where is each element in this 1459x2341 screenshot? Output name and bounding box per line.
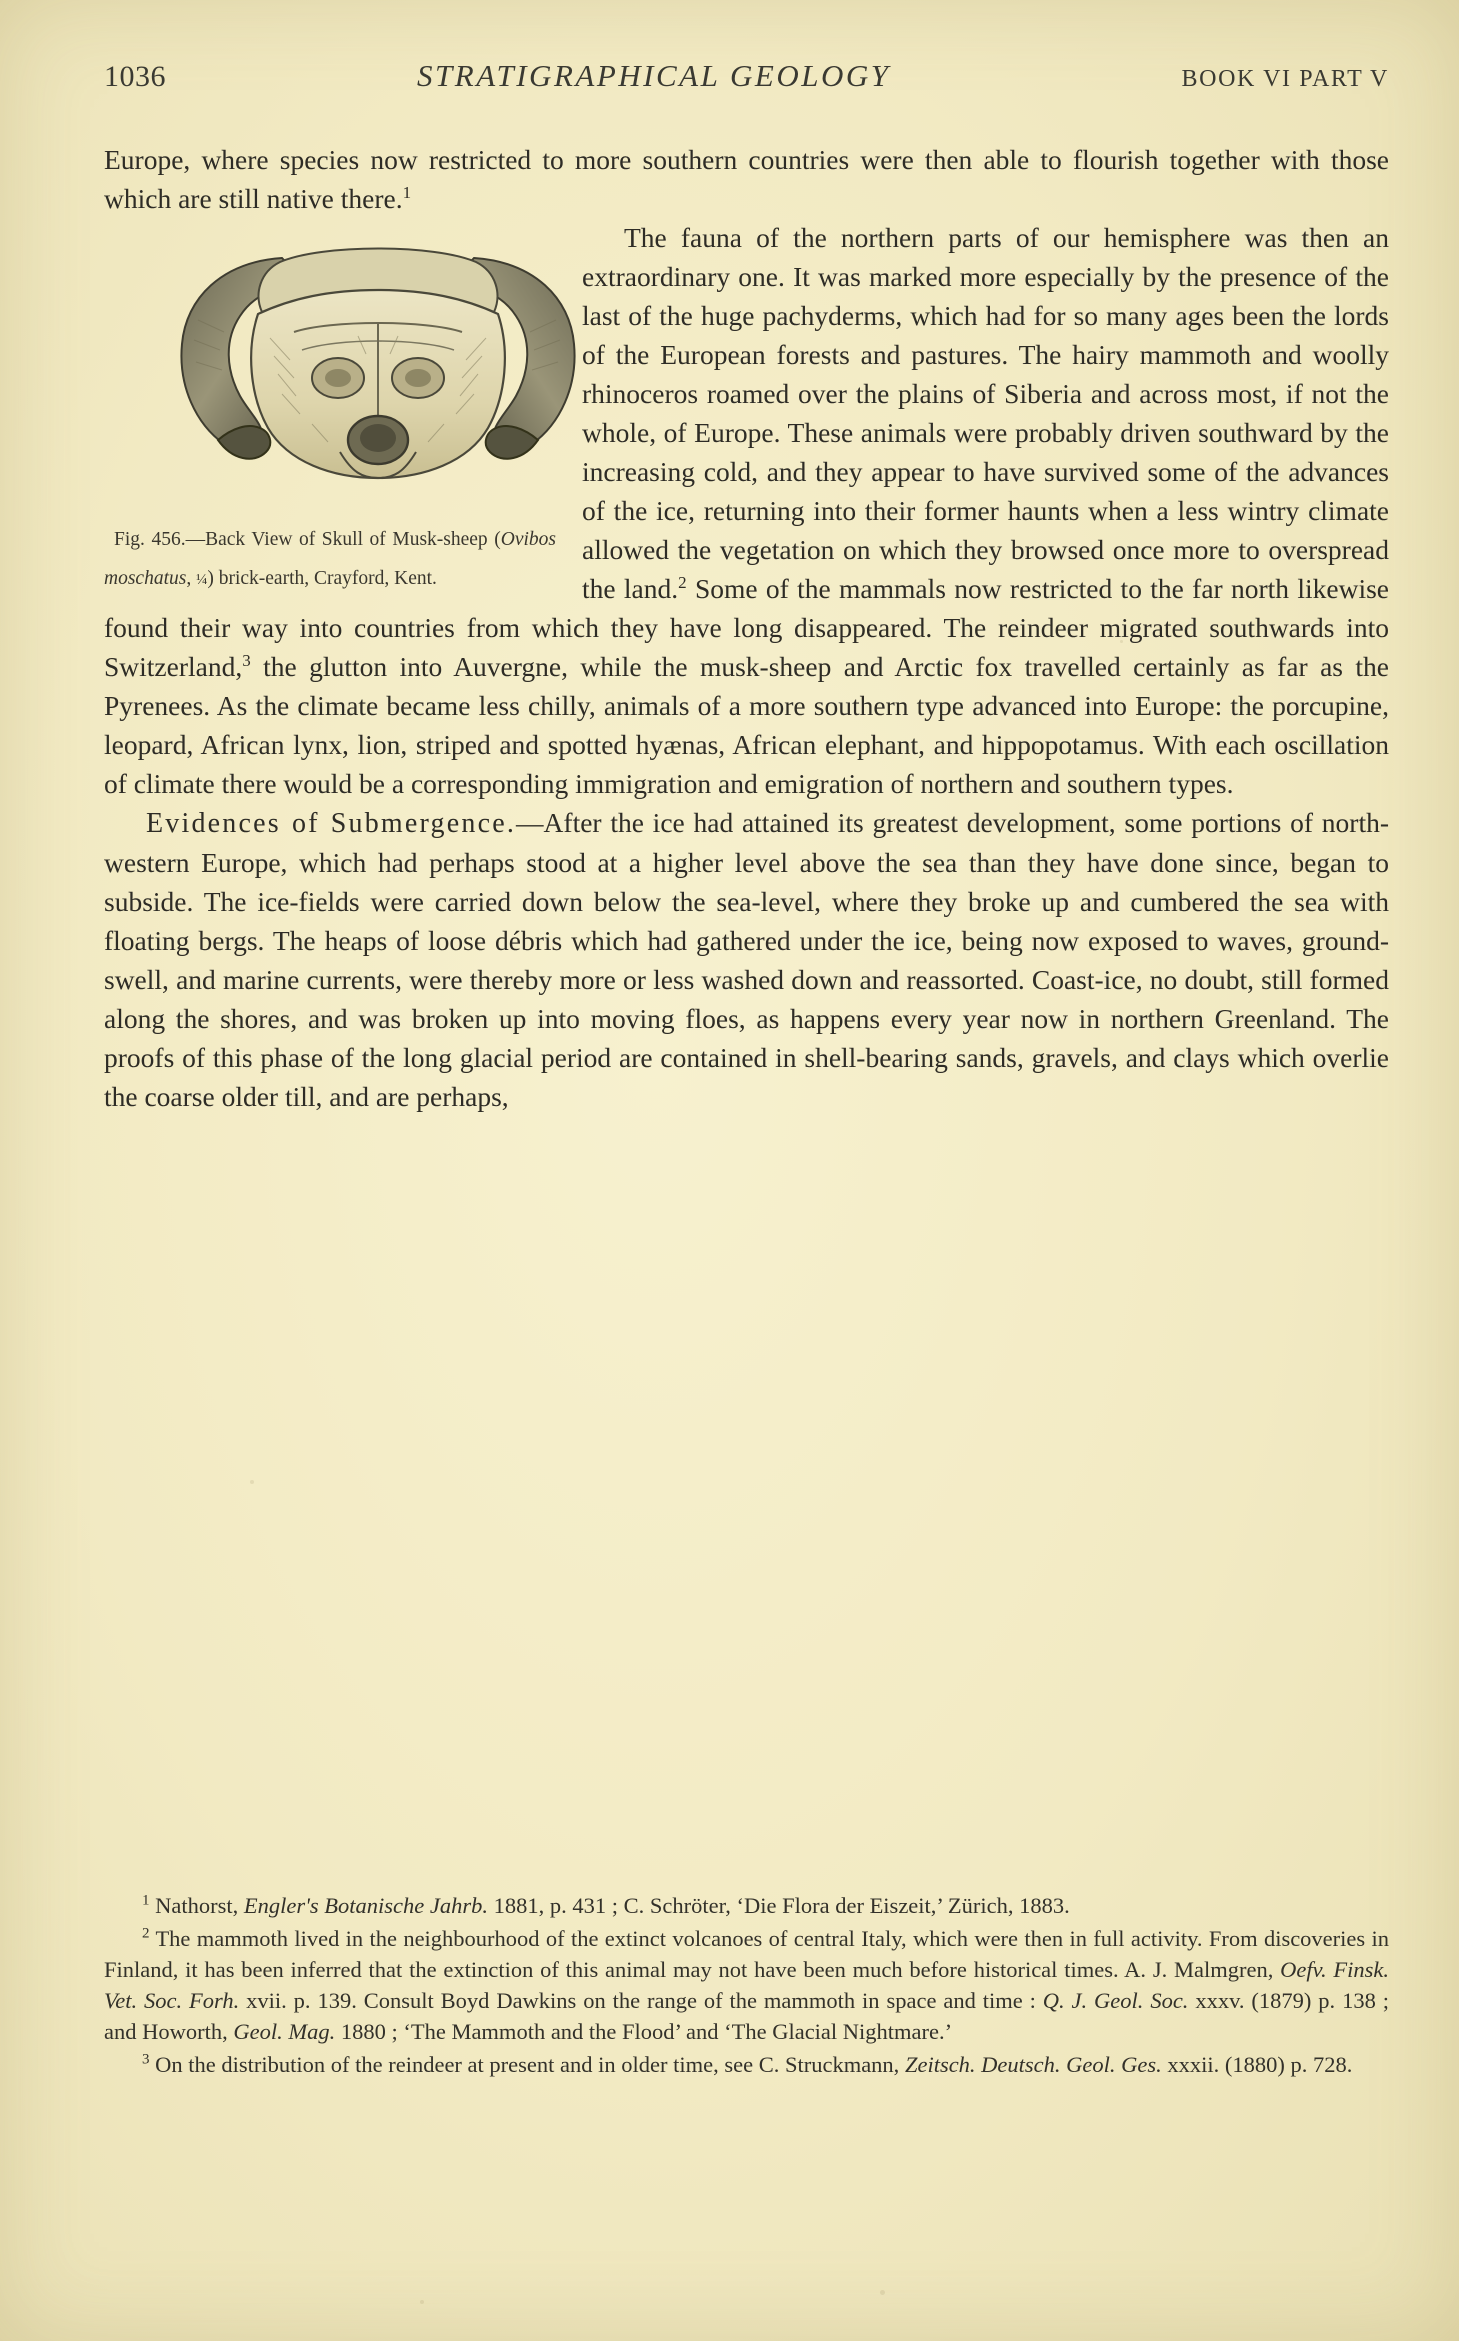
book-part-label: BOOK VI PART V — [1181, 66, 1389, 92]
paragraph-2-text-b: Some of the mammals now restricted to the far north likewise found their way into countries from which they have long disappeared. The reindeer migrated southwards into Switzerland, — [104, 573, 1389, 682]
footnote-2-italic-a: Oefv. Finsk. Vet. Soc. Forh. — [104, 1957, 1389, 2013]
paper-speck — [250, 1480, 254, 1484]
paper-speck — [420, 2300, 424, 2304]
figure-456 — [104, 228, 556, 594]
footnote-2-text-c: xxxv. (1879) p. 138 ; and Howorth, — [104, 1988, 1389, 2044]
page-content — [104, 58, 1389, 1116]
footnote-2-marker: 2 — [142, 1925, 150, 1942]
paper-speck — [1120, 640, 1123, 643]
footnote-ref-2[interactable]: 2 — [678, 572, 687, 592]
page-number: 1036 — [104, 60, 166, 93]
paragraph-1 — [104, 140, 1389, 218]
footnotes-block — [104, 1890, 1389, 2082]
paragraph-3 — [104, 803, 1389, 1116]
footnote-2 — [104, 1923, 1389, 2047]
footnote-2-text-a: The mammoth lived in the neighbourhood of the extinct volcanoes of central Italy, which were then in full activity. From discoveries in Finland, it has been inferred that the extinction of this animal may not have been much before historical times. A. J. Malmgren, — [104, 1926, 1389, 1982]
footnote-1-text-b: 1881, p. 431 ; C. Schröter, ‘Die Flora der Eiszeit,’ Zürich, 1883. — [488, 1893, 1070, 1918]
figure-caption: Fig. 456.—Back View of Skull of Musk-sheep (Ovibos moschatus, ¼) brick-earth, Crayford, Kent. — [104, 529, 556, 589]
paragraph-2-text-a: The fauna of the northern parts of our hemisphere was then an extraordinary one. It was marked more especially by the presence of the last of the huge pachyderms, which had for so many ages been the lords of the European forests and pastures. The hairy mammoth and woolly rhinoceros roamed over the plains of Siberia and across most, if not the whole, of Europe. These animals were probably driven southward by the increasing cold, and they appear to have survived some of the advances of the ice, returning into their former haunts when a less wintry climate allowed the vegetation on which they browsed once more to overspread the land. — [582, 222, 1389, 604]
body-text — [104, 140, 1389, 1116]
paragraph-3-text: —After the ice had attained its greatest development, some portions of north-western Europe, which had perhaps stood at a higher level above the sea than they have done since, began to subside. The ice-fields were carried down below the sea-level, where they broke up and cumbered the sea with floating bergs. The heaps of loose débris which had gathered under the ice, being now exposed to waves, ground-swell, and marine currents, were thereby more or less washed down and reassorted. Coast-ice, no doubt, still formed along the shores, and was broken up into moving floes, as happens every year now in northern Greenland. The proofs of this phase of the long glacial period are contained in shell-bearing sands, gravels, and clays which overlie the coarse older till, and are perhaps, — [104, 807, 1389, 1112]
footnote-1-italic-a: Engler's Botanische Jahrb. — [243, 1893, 489, 1918]
figure-caption-label: Fig. 456.—Back View of Skull of Musk-sheep ( — [114, 529, 501, 550]
figure-caption-tail: ) brick-earth, Crayford, Kent. — [207, 568, 437, 589]
footnote-2-text-b: xvii. p. 139. Consult Boyd Dawkins on the range of the mammoth in space and time : — [239, 1988, 1043, 2013]
footnote-2-text-d: 1880 ; ‘The Mammoth and the Flood’ and ‘The Glacial Nightmare.’ — [335, 2019, 953, 2044]
footnote-2-italic-c: Geol. Mag. — [233, 2019, 336, 2044]
musk-sheep-skull-illustration — [162, 481, 592, 512]
paragraph-2 — [104, 218, 1389, 803]
footnote-ref-3[interactable]: 3 — [242, 650, 251, 670]
paper-speck — [880, 2290, 885, 2295]
footnote-1-text-a: Nathorst, — [155, 1893, 244, 1918]
footnote-3-italic-a: Zeitsch. Deutsch. Geol. Ges. — [904, 2052, 1162, 2077]
footnote-ref-1[interactable]: 1 — [402, 182, 412, 202]
footnote-3-text-b: xxxii. (1880) p. 728. — [1161, 2052, 1353, 2077]
running-head — [104, 58, 1389, 100]
paragraph-1-text: Europe, where species now restricted to more southern countries were then able to flourish together with those which are still native there. — [104, 144, 1389, 214]
footnote-2-italic-b: Q. J. Geol. Soc. — [1042, 1988, 1189, 2013]
footnote-1 — [104, 1890, 1389, 1921]
running-title: STRATIGRAPHICAL GEOLOGY — [417, 58, 891, 93]
section-heading-evidences-of-submergence: Evidences of Submergence. — [146, 808, 517, 839]
footnote-1-marker: 1 — [142, 1892, 150, 1909]
footnote-3-text-a: On the distribution of the reindeer at present and in older time, see C. Struckmann, — [155, 2052, 905, 2077]
figure-caption-scale: ¼ — [196, 572, 208, 588]
figure-caption-species: Ovibos moschatus — [104, 529, 556, 589]
footnote-3 — [104, 2049, 1389, 2080]
footnote-3-marker: 3 — [142, 2051, 150, 2068]
paragraph-2-text-c: the glutton into Auvergne, while the musk-sheep and Arctic fox travelled certainly as far as the Pyrenees. As the climate became less chilly, animals of a more southern type advanced into Europe: the porcupine, leopard, African lynx, lion, striped and spotted hyænas, African elephant, and hippopotamus. With each oscillation of climate there would be a corresponding immigration and emigration of northern and southern types. — [104, 651, 1389, 799]
